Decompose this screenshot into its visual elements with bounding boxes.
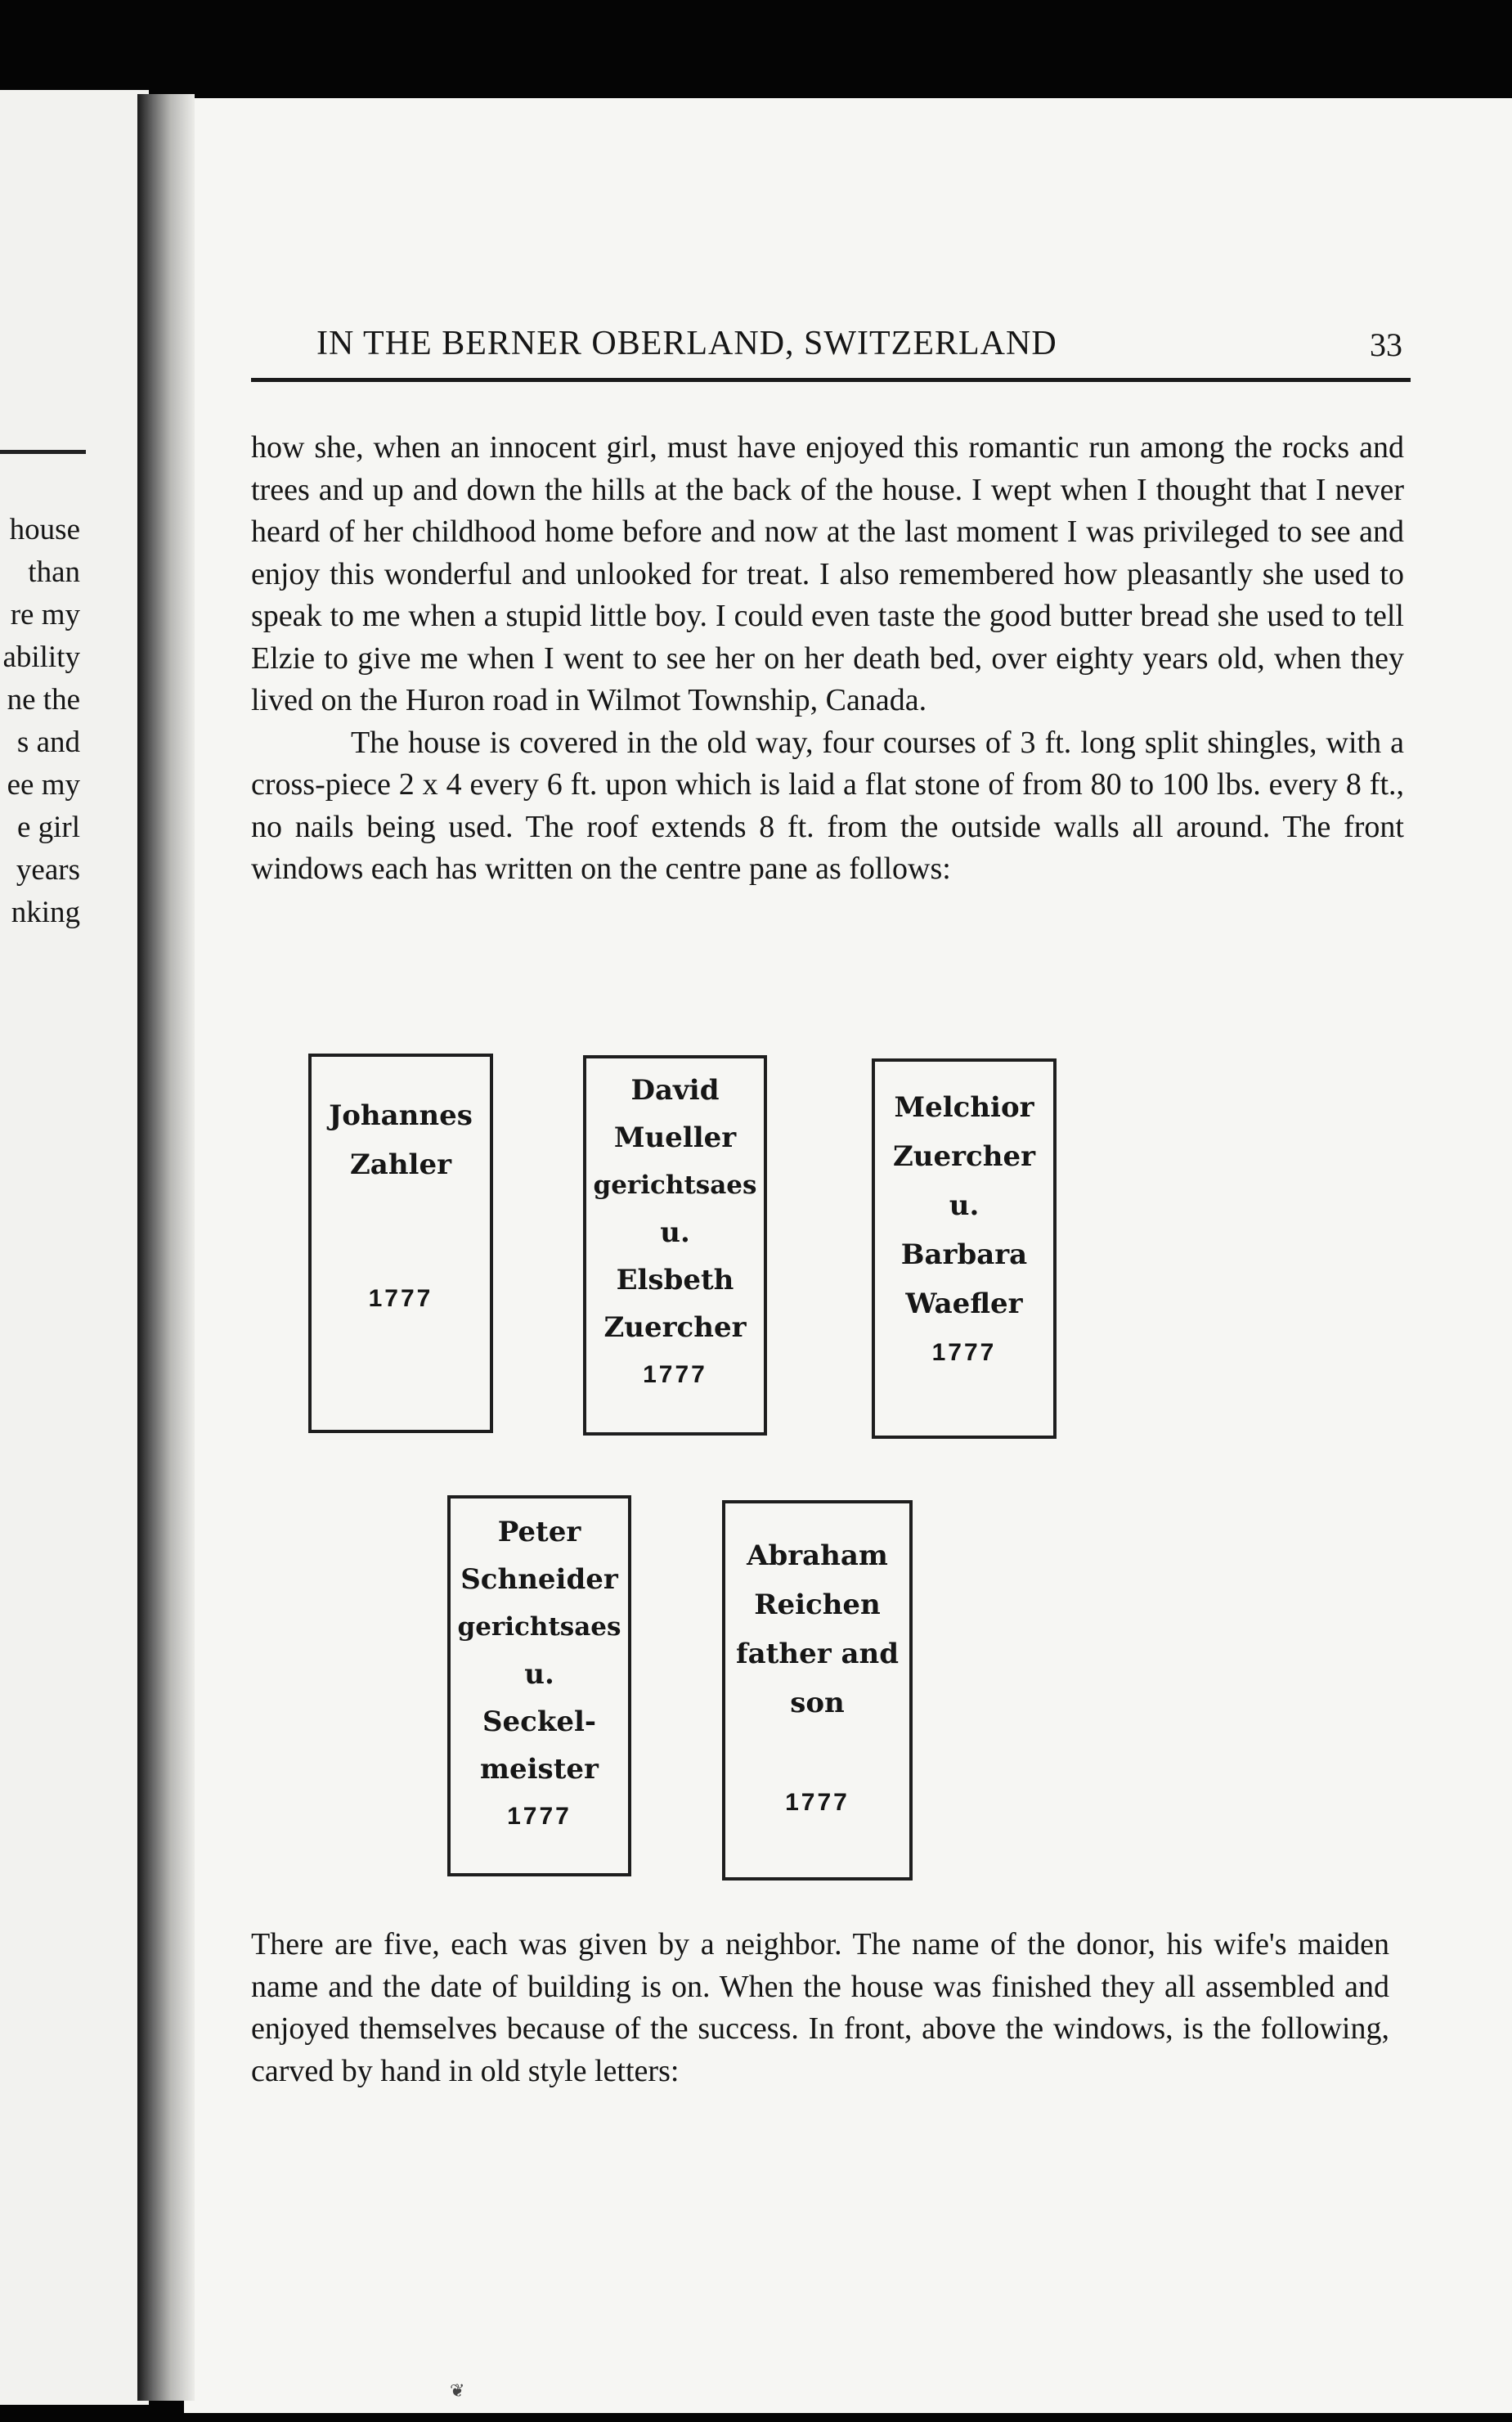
inscription-line: Zuercher (603, 1311, 747, 1344)
running-head: IN THE BERNER OBERLAND, SWITZERLAND (316, 325, 1057, 362)
body-text (251, 427, 1404, 891)
book-page (184, 98, 1512, 2413)
inscription-year: 1777 (507, 1803, 572, 1830)
inscription-line: Seckel- (482, 1705, 597, 1738)
window-pane (583, 1055, 767, 1436)
window-pane (872, 1058, 1057, 1439)
facing-line: ne the (7, 683, 80, 717)
inscription-year: 1777 (643, 1361, 707, 1388)
inscription-year: 1777 (931, 1339, 997, 1366)
inscription-line: Zuercher (892, 1140, 1036, 1173)
inscription-line: Waefler (905, 1287, 1023, 1320)
facing-page-fragment (0, 90, 149, 2405)
inscription-line: gerichtsaes (593, 1171, 757, 1200)
inscription-line: Abraham (747, 1539, 888, 1572)
inscription-line: u. (660, 1216, 690, 1249)
inscription-year: 1777 (785, 1789, 850, 1816)
facing-page-text (2, 509, 80, 934)
facing-line: ee my (7, 768, 80, 802)
inscription-line: Elsbeth (616, 1264, 734, 1296)
inscription-line: u. (524, 1658, 554, 1691)
inscription-line: Zahler (349, 1148, 452, 1181)
window-pane (447, 1495, 631, 1876)
paragraph: The house is covered in the old way, four courses of 3 ft. long split shingles, with a cross-piece 2 x 4 every 6 ft. upon which is laid a flat stone of from 80 to 100 lbs. every 8 ft., no nails being used. The roof extends 8 ft. from the outside walls all around. The front windows each has written on the centre pane as follows: (251, 725, 1404, 886)
inscription-line: David (630, 1074, 720, 1107)
facing-line: than (28, 555, 80, 589)
inscription-line: Schneider (460, 1563, 618, 1596)
inscription-line: Melchior (894, 1091, 1034, 1124)
facing-line: years (16, 853, 80, 887)
book-gutter (137, 94, 195, 2401)
facing-line: ability (2, 640, 80, 674)
inscription-line: Johannes (329, 1099, 473, 1132)
inscription-line: Peter (497, 1516, 581, 1548)
inscription-line: father and (736, 1638, 899, 1670)
printer-mark-icon: ❦ (450, 2380, 465, 2401)
inscription-line: son (790, 1687, 845, 1719)
facing-page-rule (0, 450, 86, 454)
inscription-line: Barbara (900, 1238, 1028, 1271)
inscription-year: 1777 (368, 1285, 433, 1312)
facing-line: e girl (16, 811, 80, 844)
window-pane (308, 1054, 493, 1433)
inscription-line: Mueller (613, 1121, 737, 1154)
window-pane (722, 1500, 913, 1881)
inscription-line: Reichen (754, 1588, 881, 1621)
closing-text (251, 1924, 1389, 2092)
facing-line: re my (10, 598, 80, 631)
inscription-line: u. (949, 1189, 980, 1222)
inscription-line: gerichtsaes (457, 1612, 621, 1642)
paragraph: how she, when an innocent girl, must have enjoyed this romantic run among the rocks and trees and up and down the hills at the back of the house. I wept when I thought that I never heard of her childhood home before and now at the last moment I was privileged to see and enjoy this wonderful and unlooked for treat. I also remembered how pleasantly she used to speak to me when a stupid little boy. I could even taste the good butter bread she used to tell Elzie to give me when I went to see her on her death bed, over eighty years old, when they lived on the Huron road in Wilmot Township, Canada. (251, 430, 1404, 717)
facing-line: nking (11, 896, 80, 929)
page-number: 33 (1370, 326, 1402, 363)
facing-line: house (9, 513, 80, 546)
paragraph: There are five, each was given by a neighbor. The name of the donor, his wife's maiden name and the date of building is on. When the house was finished they all assembled and enjoyed themselves because of the success. In front, above the windows, is the following, carved by hand in old style letters: (251, 1927, 1389, 2088)
inscription-line: meister (480, 1753, 599, 1786)
facing-line: s and (16, 726, 80, 759)
page-header (251, 312, 1411, 382)
